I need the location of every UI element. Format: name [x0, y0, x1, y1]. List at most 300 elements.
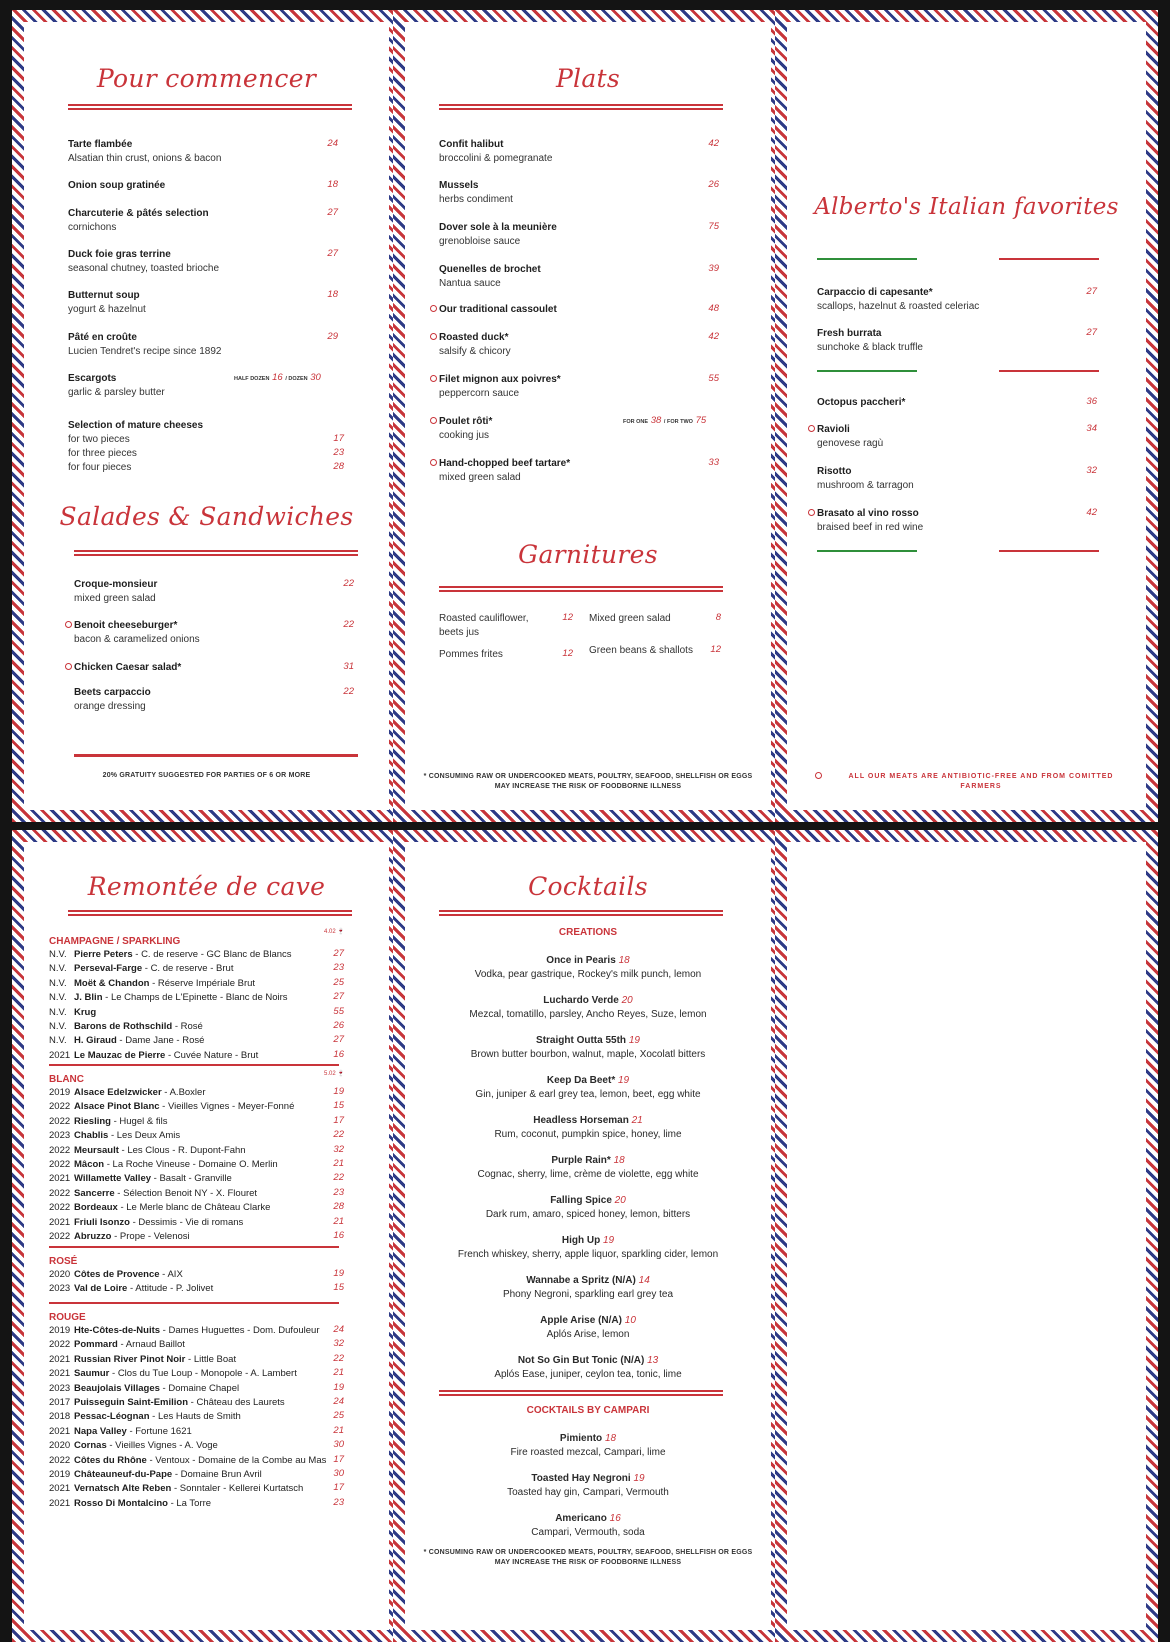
cocktail-item: [405, 994, 771, 1022]
wine-name: Cornas: [74, 1440, 107, 1452]
wine-price: 21: [333, 1367, 344, 1379]
dozen-label: / DOZEN: [285, 376, 308, 382]
item-desc: garlic & parsley butter: [68, 387, 165, 398]
antibiotic-free-marker-icon: [430, 417, 437, 424]
item-name: Chicken Caesar salad*: [74, 662, 182, 673]
menu-item: [439, 138, 552, 166]
wine-detail: - AIX: [159, 1269, 183, 1280]
cocktail-price: 10: [624, 1315, 636, 1326]
menu-item-cheeses: [68, 419, 203, 475]
menu-page-plats: [393, 10, 783, 822]
wine-year: 2022: [49, 1144, 71, 1156]
cheese-option: for three pieces: [68, 448, 137, 459]
cocktail-name: Straight Outta 55th: [536, 1035, 627, 1046]
page-content: [787, 842, 1146, 1630]
item-name: Mussels: [439, 180, 479, 191]
note-line: MAY INCREASE THE RISK OF FOODBORNE ILLNESS: [494, 1559, 682, 1566]
cocktail-item: [405, 1432, 771, 1460]
menu-item: [439, 303, 557, 317]
wine-section-champagne: CHAMPAGNE / SPARKLING: [49, 936, 181, 947]
menu-item: [817, 507, 923, 535]
menu-item: [817, 396, 905, 410]
glass-size-label: [324, 1070, 345, 1077]
cocktail-desc: Mezcal, tomatillo, parsley, Ancho Reyes, Suze, lemon: [469, 1009, 707, 1020]
italian-green-rule: [817, 550, 917, 552]
item-name: Fresh burrata: [817, 328, 882, 339]
wine-glass-icon: 🍷: [337, 1071, 345, 1077]
menu-item: [68, 331, 222, 359]
item-desc: Nantua sauce: [439, 278, 501, 289]
wine-year: 2022: [49, 1231, 71, 1242]
section-title-alberto: Alberto's Italian favorites: [814, 194, 1119, 220]
wine-price: 17: [333, 1453, 344, 1465]
cocktail-desc: Gin, juniper & earl grey tea, lemon, beet, egg white: [475, 1089, 701, 1100]
half-dozen-price: 16: [272, 372, 283, 383]
wine-row: [49, 962, 233, 976]
wine-year: 2021: [49, 1353, 71, 1365]
cocktail-desc: Vodka, pear gastrique, Rockey's milk punch, lemon: [474, 969, 702, 980]
wine-row: [49, 1216, 243, 1230]
wine-name: Riesling: [74, 1115, 111, 1127]
item-name: Octopus paccheri*: [817, 397, 906, 408]
wine-row: [49, 1086, 206, 1100]
wine-year: N.V.: [49, 977, 67, 989]
item-name: Roasted duck*: [439, 332, 509, 343]
wine-section-blanc: BLANC: [49, 1074, 84, 1085]
item-name: Mixed green salad: [589, 613, 671, 624]
item-price: 33: [708, 457, 719, 468]
item-price: 12: [562, 648, 573, 659]
item-name: Butternut soup: [68, 290, 140, 301]
item-name: Dover sole à la meunière: [439, 222, 557, 233]
menu-page-alberto: [775, 10, 1158, 822]
wine-row: [49, 977, 255, 991]
wine-row: [49, 1268, 183, 1282]
wine-name: Alsace Edelzwicker: [74, 1087, 162, 1098]
section-divider: [49, 1246, 339, 1248]
wine-name: Pommard: [74, 1339, 118, 1351]
wine-row: [49, 1201, 270, 1215]
menu-item-poulet: [439, 415, 492, 443]
item-desc: broccolini & pomegranate: [439, 153, 553, 164]
wine-name: Vernatsch Alte Reben: [74, 1483, 172, 1495]
cocktail-price: 18: [613, 1155, 625, 1166]
section-title-plats: Plats: [555, 64, 621, 93]
menu-item: [439, 263, 541, 291]
wine-price: 25: [333, 976, 344, 988]
item-desc: mushroom & tarragon: [817, 480, 914, 491]
wine-detail: - Sélection Benoit NY - X. Flouret: [114, 1187, 258, 1199]
antibiotic-free-marker-icon: [65, 621, 72, 628]
item-price: 42: [708, 138, 719, 149]
wine-name: Bordeaux: [74, 1202, 118, 1214]
item-price: 22: [343, 619, 354, 630]
wine-year: 2021: [49, 1173, 71, 1185]
wine-row: [49, 1158, 278, 1172]
menu-item: [439, 221, 557, 249]
cocktail-price: 20: [614, 1195, 626, 1206]
wine-row: [49, 1497, 211, 1511]
cocktail-desc: Rum, coconut, pumpkin spice, honey, lime: [494, 1129, 682, 1140]
item-desc: yogurt & hazelnut: [68, 304, 146, 315]
item-name: Benoit cheeseburger*: [74, 620, 178, 631]
item-desc: herbs condiment: [439, 194, 513, 205]
wine-detail: - Domaine Brun Avril: [172, 1469, 262, 1480]
cocktail-heading: [405, 954, 771, 968]
menu-page-blank: [775, 830, 1158, 1642]
wine-row: [49, 1006, 96, 1020]
wine-year: 2020: [49, 1269, 71, 1280]
cocktail-name: Apple Arise (N/A): [540, 1315, 622, 1326]
menu-item-escargots: [68, 372, 165, 400]
italian-green-rule: [817, 258, 917, 260]
title-divider: [68, 104, 352, 110]
title-divider: [439, 586, 723, 592]
item-name: Green beans & shallots: [589, 645, 693, 656]
wine-name: Beaujolais Villages: [74, 1382, 160, 1394]
page-content: [405, 842, 771, 1630]
item-price: 8: [715, 612, 721, 623]
wine-detail: - Basalt - Granville: [151, 1173, 232, 1185]
item-price: 48: [708, 303, 719, 314]
item-name: Pommes frites: [439, 649, 503, 660]
item-desc: cornichons: [68, 222, 117, 233]
wine-name: Rosso Di Montalcino: [74, 1497, 168, 1509]
item-name: Roasted cauliflower, beets jus: [439, 613, 529, 638]
item-price: 27: [327, 207, 338, 218]
wine-name: Perseval-Farge: [74, 963, 143, 975]
cocktail-heading: [405, 1512, 771, 1526]
wine-detail: - Cuvée Nature - Brut: [165, 1049, 259, 1061]
wine-price: 23: [333, 1186, 344, 1198]
wine-price: 25: [333, 1410, 344, 1422]
wine-name: Napa Valley: [74, 1425, 127, 1437]
wine-row: [49, 1382, 239, 1396]
item-name: Onion soup gratinée: [68, 180, 166, 191]
wine-year: 2023: [49, 1130, 71, 1142]
wine-name: Chablis: [74, 1130, 109, 1142]
cocktail-desc: Brown butter bourbon, walnut, maple, Xocolatl bitters: [470, 1049, 706, 1060]
item-price: 42: [708, 331, 719, 342]
cocktail-name: Wannabe a Spritz (N/A): [526, 1275, 636, 1286]
cocktail-heading: [405, 1234, 771, 1248]
menu-item: [817, 327, 923, 355]
cocktail-name: Once in Pearis: [546, 955, 616, 966]
wine-year: 2023: [49, 1283, 71, 1295]
wine-detail: - Ventoux - Domaine de la Combe au Mas: [146, 1454, 327, 1466]
wine-name: Puisseguin Saint-Emilion: [74, 1397, 189, 1408]
wine-detail: - Prope - Velenosi: [111, 1231, 190, 1242]
cocktail-heading: [405, 1114, 771, 1128]
cocktail-name: Falling Spice: [550, 1195, 612, 1206]
item-name: Ravioli: [817, 424, 850, 435]
wine-price: 30: [333, 1439, 344, 1451]
cocktail-name: Keep Da Beet*: [546, 1075, 616, 1086]
menu-item: [68, 289, 146, 317]
wine-detail: - Dame Jane - Rosé: [116, 1035, 205, 1047]
wine-detail: - Attitude - P. Jolivet: [127, 1283, 214, 1295]
wine-detail: - Sonntaler - Kellerei Kurtatsch: [171, 1483, 304, 1495]
section-title-pour-commencer: Pour commencer: [96, 64, 317, 93]
cocktail-heading: [405, 1314, 771, 1328]
wine-row: [49, 1324, 319, 1338]
for-two-label: / FOR TWO: [663, 419, 693, 425]
cocktail-price: 19: [628, 1035, 640, 1046]
wine-year: 2022: [49, 1339, 71, 1351]
item-desc: braised beef in red wine: [817, 522, 924, 533]
title-divider: [439, 910, 723, 916]
cocktail-price: 19: [618, 1075, 630, 1086]
for-one-price: 38: [650, 415, 662, 426]
wine-row: [49, 1034, 204, 1048]
wine-name: Pessac-Léognan: [74, 1411, 150, 1423]
antibiotic-free-note: ALL OUR MEATS ARE ANTIBIOTIC-FREE AND FROM COMITTED FARMERS: [848, 773, 1114, 790]
note-line: * CONSUMING RAW OR UNDERCOOKED MEATS, POULTRY, SEAFOOD, SHELLFISH OR EGGS: [423, 773, 753, 780]
item-name: Quenelles de brochet: [439, 264, 541, 275]
cocktail-heading: [405, 1354, 771, 1368]
cocktail-heading: [405, 1274, 771, 1288]
wine-detail: - Vieilles Vignes - Meyer-Fonné: [159, 1101, 295, 1113]
cocktail-heading: [405, 1472, 771, 1486]
item-price: 27: [327, 248, 338, 259]
menu-item: [74, 578, 157, 606]
wine-row: [49, 1425, 192, 1439]
wine-row: [49, 1367, 297, 1381]
wine-year: N.V.: [49, 992, 67, 1004]
item-name: Filet mignon aux poivres*: [439, 374, 561, 385]
menu-item: [817, 286, 979, 314]
cocktail-heading: [405, 1034, 771, 1048]
wine-year: 2019: [49, 1087, 71, 1098]
cocktail-item: [405, 1472, 771, 1500]
wine-name: Le Mauzac de Pierre: [74, 1049, 166, 1061]
menu-item: [439, 373, 561, 401]
item-name: Duck foie gras terrine: [68, 249, 171, 260]
section-divider: [49, 1302, 339, 1304]
cocktail-item: [405, 1154, 771, 1182]
item-name: Charcuterie & pâtés selection: [68, 208, 209, 219]
wine-detail: - Hugel & fils: [110, 1115, 168, 1127]
wine-price: 22: [333, 1352, 344, 1364]
wine-detail: - Château des Laurets: [188, 1397, 285, 1408]
menu-item: [439, 457, 570, 485]
wine-year: N.V.: [49, 1035, 67, 1047]
wine-year: 2019: [49, 1469, 71, 1480]
cocktail-desc: Aplós Arise, lemon: [546, 1329, 630, 1340]
antibiotic-free-marker-icon: [430, 459, 437, 466]
wine-year: 2022: [49, 1454, 71, 1466]
item-price: 12: [710, 644, 721, 655]
wine-name: Krug: [74, 1006, 97, 1018]
section-title-cave: Remontée de cave: [87, 872, 326, 901]
item-desc: grenobloise sauce: [439, 236, 521, 247]
item-desc: salsify & chicory: [439, 346, 511, 357]
page-content: [787, 22, 1146, 810]
wine-row: [49, 1115, 167, 1129]
item-desc: scallops, hazelnut & roasted celeriac: [817, 301, 980, 312]
wine-price: 15: [333, 1282, 344, 1294]
wine-row: [49, 1410, 241, 1424]
cocktail-item: [405, 1274, 771, 1302]
wine-name: Moët & Chandon: [74, 977, 150, 989]
cocktail-price: 14: [638, 1275, 650, 1286]
wine-name: J. Blin: [74, 992, 103, 1004]
wine-row: [49, 1049, 258, 1063]
menu-item: [439, 331, 511, 359]
cocktail-price: 13: [647, 1355, 659, 1366]
wine-row: [49, 948, 292, 962]
wine-detail: - Le Merle blanc de Château Clarke: [117, 1202, 271, 1214]
campari-header: COCKTAILS BY CAMPARI: [526, 1405, 650, 1416]
wine-price: 21: [333, 1158, 344, 1169]
item-name: Croque-monsieur: [74, 579, 158, 590]
wine-price: 17: [333, 1482, 344, 1494]
cocktail-price: 16: [609, 1513, 621, 1524]
item-name: Confit halibut: [439, 139, 504, 150]
item-desc: peppercorn sauce: [439, 388, 520, 399]
wine-row: [49, 1454, 326, 1468]
wine-row: [49, 1144, 246, 1158]
item-desc: mixed green salad: [439, 472, 521, 483]
item-price: 12: [562, 612, 573, 623]
antibiotic-free-marker-icon: [815, 772, 822, 779]
section-divider: [439, 1390, 723, 1396]
antibiotic-free-marker-icon: [65, 663, 72, 670]
item-price: 34: [1086, 423, 1097, 434]
glass-size-text: 5.02: [324, 1071, 336, 1077]
title-divider: [74, 550, 358, 556]
cocktail-price: 19: [633, 1473, 645, 1484]
item-desc: cooking jus: [439, 430, 490, 441]
item-price: 36: [1086, 396, 1097, 407]
cocktail-desc: Campari, Vermouth, soda: [531, 1527, 645, 1538]
wine-detail: - C. de reserve - Brut: [142, 963, 234, 975]
cocktail-price: 21: [631, 1115, 643, 1126]
wine-detail: - Dessimis - Vie di romans: [129, 1216, 244, 1228]
item-name: Risotto: [817, 466, 852, 477]
italian-red-rule: [999, 258, 1099, 260]
wine-row: [49, 1396, 285, 1410]
wine-price: 30: [333, 1468, 344, 1479]
wine-detail: - Rosé: [172, 1021, 203, 1032]
wine-price: 22: [333, 1129, 344, 1141]
wine-price: 21: [333, 1215, 344, 1227]
wine-row: [49, 1230, 190, 1244]
foodborne-illness-note: [405, 772, 771, 792]
wine-row: [49, 1172, 232, 1186]
wine-detail: - Réserve Impériale Brut: [149, 977, 256, 989]
cocktail-name: Toasted Hay Negroni: [531, 1473, 631, 1484]
wine-price: 28: [333, 1201, 344, 1213]
cocktail-desc: Toasted hay gin, Campari, Vermouth: [507, 1487, 669, 1498]
wine-year: 2017: [49, 1397, 71, 1408]
item-name: Our traditional cassoulet: [439, 304, 557, 315]
wine-year: N.V.: [49, 949, 67, 960]
cocktail-heading: [405, 1074, 771, 1088]
wine-name: Pierre Peters: [74, 949, 133, 960]
item-price: 75: [708, 221, 719, 232]
wine-name: Châteauneuf-du-Pape: [74, 1469, 173, 1480]
wine-detail: - Domaine Chapel: [159, 1382, 240, 1394]
wine-detail: - Les Deux Amis: [108, 1130, 181, 1142]
foodborne-illness-note: [405, 1548, 771, 1568]
item-price: 39: [708, 263, 719, 274]
cocktail-price: 20: [621, 995, 633, 1006]
cocktail-name: Americano: [555, 1513, 607, 1524]
wine-detail: - Les Clous - R. Dupont-Fahn: [118, 1144, 246, 1156]
italian-green-rule: [817, 370, 917, 372]
wine-row: [49, 991, 288, 1005]
cocktail-price: 18: [604, 1433, 617, 1444]
item-price: 22: [343, 578, 354, 589]
cocktail-item: [405, 1354, 771, 1382]
wine-year: 2021: [49, 1368, 71, 1380]
menu-item: [74, 661, 181, 675]
cheese-option: for four pieces: [68, 462, 132, 473]
wine-row: [49, 1468, 262, 1482]
cocktail-item: [405, 1314, 771, 1342]
cocktail-desc: Aplós Ease, juniper, ceylon tea, tonic, lime: [494, 1369, 682, 1380]
menu-item: [68, 248, 219, 276]
side-item: [439, 612, 539, 640]
side-item: [589, 644, 693, 658]
wine-price: 17: [333, 1114, 344, 1126]
wine-row: [49, 1439, 218, 1453]
item-price: 26: [708, 179, 719, 190]
note-line: * CONSUMING RAW OR UNDERCOOKED MEATS, POULTRY, SEAFOOD, SHELLFISH OR EGGS: [423, 1549, 753, 1556]
cocktail-item: [405, 1114, 771, 1142]
wine-detail: - La Torre: [167, 1497, 212, 1509]
wine-name: Côtes du Rhône: [74, 1454, 147, 1466]
wine-section-rouge: ROUGE: [49, 1312, 86, 1323]
menu-item: [68, 179, 165, 193]
item-name: Tarte flambée: [68, 139, 133, 150]
item-price: 29: [327, 331, 338, 342]
gratuity-note: 20% GRATUITY SUGGESTED FOR PARTIES OF 6 OR MORE: [102, 772, 311, 779]
title-divider: [439, 104, 723, 110]
glass-size-label: [324, 928, 345, 935]
wine-detail: - Clos du Tue Loup - Monopole - A. Lambert: [109, 1368, 297, 1380]
wine-price: 32: [333, 1143, 344, 1155]
wine-section-rose: ROSÉ: [49, 1256, 78, 1267]
antibiotic-free-marker-icon: [430, 375, 437, 382]
poulet-prices: [623, 415, 706, 426]
wine-row: [49, 1187, 257, 1201]
wine-year: N.V.: [49, 1006, 67, 1018]
page-content: [24, 842, 389, 1630]
wine-year: 2021: [49, 1425, 71, 1437]
wine-detail: - Fortune 1621: [126, 1425, 192, 1437]
note-line: MAY INCREASE THE RISK OF FOODBORNE ILLNESS: [494, 783, 682, 790]
item-price: 28: [333, 461, 344, 472]
item-name: Hand-chopped beef tartare*: [439, 458, 571, 469]
wine-name: Saumur: [74, 1368, 110, 1380]
wine-price: 27: [333, 948, 344, 959]
wine-year: N.V.: [49, 963, 67, 975]
menu-item: [74, 619, 200, 647]
wine-name: H. Giraud: [74, 1035, 117, 1047]
item-desc: sunchoke & black truffle: [817, 342, 923, 353]
italian-red-rule: [999, 550, 1099, 552]
item-desc: mixed green salad: [74, 593, 156, 604]
cocktail-name: Luchardo Verde: [543, 995, 619, 1006]
item-desc: bacon & caramelized onions: [74, 634, 200, 645]
item-price: 18: [327, 289, 338, 300]
wine-year: 2023: [49, 1382, 71, 1394]
item-price: 32: [1086, 465, 1097, 476]
wine-year: 2022: [49, 1202, 71, 1214]
cocktail-item: [405, 954, 771, 982]
